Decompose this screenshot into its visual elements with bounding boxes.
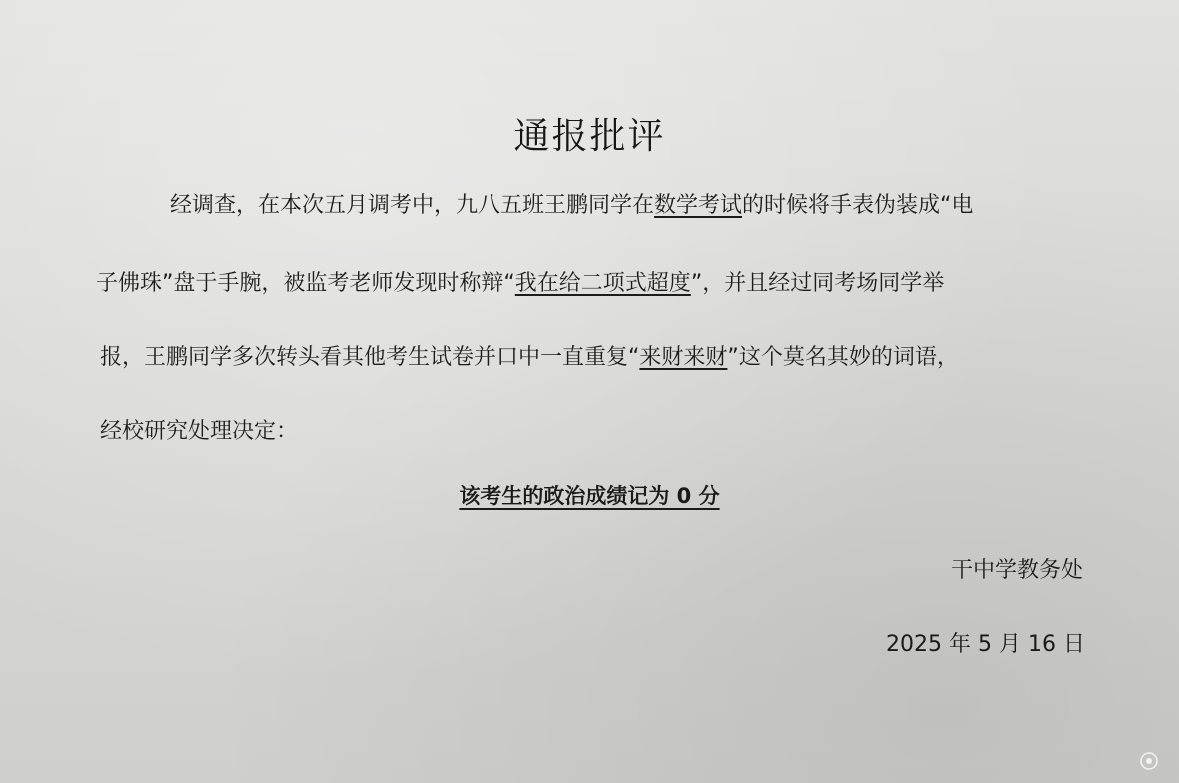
line-3-text-a: 报，王鹏同学多次转头看其他考生试卷并口中一直重复“	[100, 345, 640, 370]
paragraph-line-2	[96, 266, 944, 297]
issuer-office: 干中学教务处	[950, 558, 1083, 583]
line-1-text-c: 的时候将手表伪装成“电	[742, 193, 974, 218]
line-2-text-c: ”，并且经过同考场同学举	[690, 271, 945, 296]
decision-text: 该考生的政治成绩记为 0 分	[459, 484, 720, 508]
watermark-icon	[1139, 751, 1159, 771]
issue-date: 2025 年 5 月 16 日	[886, 632, 1085, 657]
underlined-quote: 我在给二项式超度	[514, 271, 691, 296]
underlined-phrase: 来财来财	[639, 345, 728, 370]
decision-statement	[0, 480, 1179, 510]
underlined-subject: 数学考试	[654, 193, 743, 218]
paragraph-line-3	[100, 340, 959, 371]
paragraph-line-1	[170, 188, 973, 219]
line-3-text-c: ”这个莫名其妙的词语，	[727, 345, 959, 370]
paragraph-line-4: 经校研究处理决定：	[100, 419, 299, 444]
notice-title: 通报批评	[513, 116, 666, 157]
line-1-text-a: 经调查，在本次五月调考中，九八五班王鹏同学在	[170, 193, 655, 218]
line-2-text-a: 子佛珠”盘于手腕，被监考老师发现时称辩“	[96, 271, 515, 296]
